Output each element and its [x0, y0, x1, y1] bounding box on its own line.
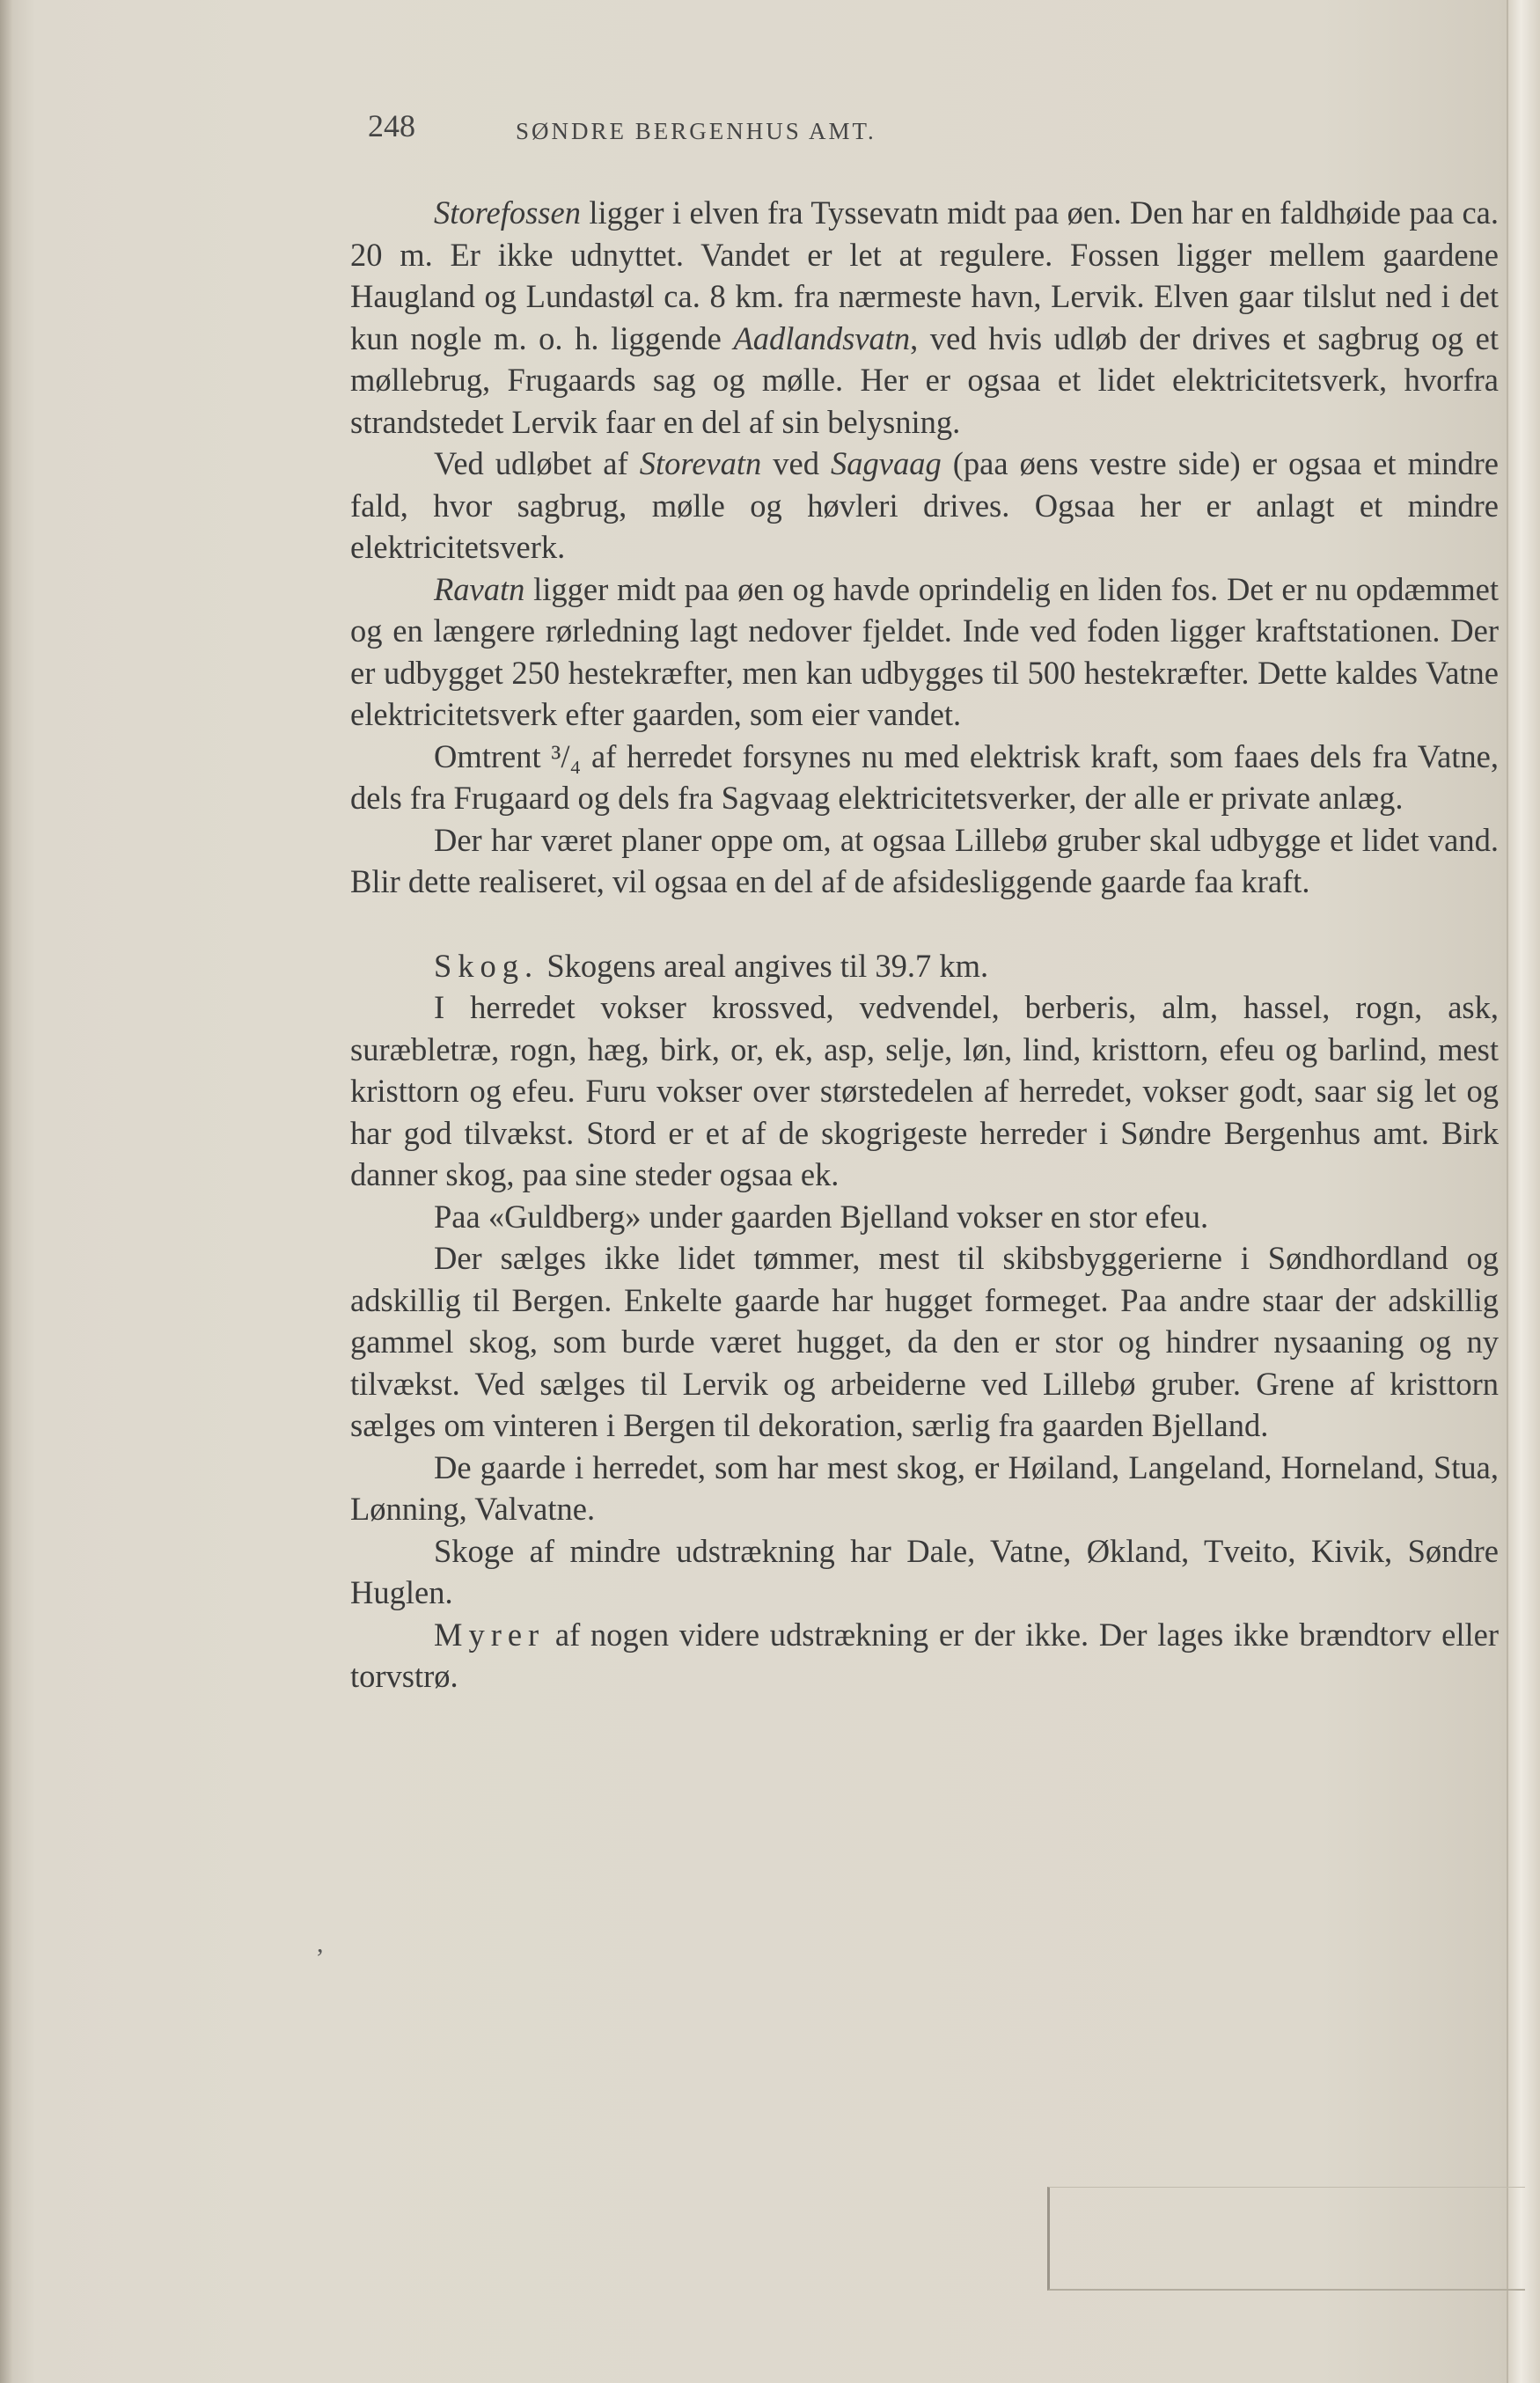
text-run: ligger midt paa øen og havde oprindelig en liden fos. Det er nu opdæmmet og en længere rørledning lagt nedover fjeldet. Inde ved foden ligger kraftstationen. Der er udbygget 250 hestekræfter, men kan udbygges til 500 hestekræfter. Dette kaldes Vatne elektricitetsverk efter gaarden, som eier vandet. — [350, 570, 1499, 732]
next-page-edge — [1507, 0, 1540, 2383]
margin-mark: , — [317, 1929, 324, 1958]
italic-term: Storefossen — [434, 194, 581, 231]
text-run: ligger i elven fra Tyssevatn midt paa øen. Den har en faldhøide paa ca. 20 m. Er ikke udnyttet. Vandet er let at regulere. Fossen ligger mellem gaardene Haugland og Lundastøl ca. 8 km. fra nærmeste havn, Lervik. Elven gaar tilslut ned i det kun nogle m. o. h. liggende — [350, 194, 1499, 356]
text-run: Ved udløbet af — [434, 445, 640, 481]
italic-term: Sagvaag — [831, 445, 942, 481]
paragraph — [350, 986, 1499, 1196]
paragraph — [350, 819, 1499, 903]
text-run: Omtrent ³/₄ af herredet forsynes nu med elektrisk kraft, som faaes dels fra Vatne, dels fra Frugaard og dels fra Sagvaag elektricitetsverker, der alle er private anlæg. — [350, 737, 1499, 816]
paragraph — [350, 1530, 1499, 1614]
italic-term: Storevatn — [639, 445, 762, 481]
binding-edge — [0, 0, 12, 2383]
paragraph — [350, 192, 1499, 443]
paragraph — [350, 568, 1499, 736]
paragraph — [350, 1614, 1499, 1697]
text-run: , ved hvis udløb der drives et sagbrug og et møllebrug, Frugaards sag og mølle. Her er ogsaa et lidet elektricitetsverk, hvorfra strandstedet Lervik faar en del af sin belysning. — [350, 319, 1499, 440]
paragraph — [350, 736, 1499, 819]
paragraph — [350, 1237, 1499, 1447]
text-run: De gaarde i herredet, som har mest skog, er Høiland, Langeland, Horneland, Stua, Lønning, Valvatne. — [350, 1448, 1499, 1527]
text-run: Skogens areal angives til 39.7 km. — [539, 947, 989, 984]
pencil-frame-mark — [1047, 2187, 1525, 2291]
paragraph — [350, 443, 1499, 568]
section-heading: Myrer — [434, 1616, 546, 1653]
body-text — [350, 192, 1499, 1697]
text-run: (paa øens vestre side) er ogsaa et mindre fald, hvor sagbrug, mølle og høvleri drives. Ogsaa her er anlagt et mindre elektricitetsverk. — [350, 445, 1499, 565]
text-run: Paa «Guldberg» under gaarden Bjelland vokser en stor efeu. — [434, 1198, 1209, 1235]
running-head: SØNDRE BERGENHUS AMT. — [516, 118, 876, 144]
italic-term: Ravatn — [434, 570, 525, 607]
text-run: Der sælges ikke lidet tømmer, mest til skibsbyggerierne i Søndhordland og adskillig til Bergen. Enkelte gaarde har hugget formeget. Paa andre staar der adskillig gammel skog, som burde været hugget, da den er stor og hindrer nysaaning og ny tilvækst. Ved sælges til Lervik og arbeiderne ved Lillebø gruber. Grene af kristtorn sælges om vinteren i Bergen til dekoration, særlig fra gaarden Bjelland. — [350, 1240, 1499, 1443]
text-run: ved — [761, 445, 832, 481]
text-run: Der har været planer oppe om, at ogsaa Lillebø gruber skal udbygge et lidet vand. Blir dette realiseret, vil ogsaa en del af de afsidesliggende gaarde faa kraft. — [350, 821, 1499, 899]
text-run: I herredet vokser krossved, vedvendel, berberis, alm, hassel, rogn, ask, suræbletræ, rogn, hæg, birk, or, ek, asp, selje, løn, lind, kristtorn, efeu og barlind, mest kristtorn og efeu. Furu vokser over størstedelen af herredet, vokser godt, saar sig let og har god tilvækst. Stord er et af de skogrigeste herreder i Søndre Bergenhus amt. Birk danner skog, paa sine steder ogsaa ek. — [350, 989, 1499, 1192]
page-number: 248 — [368, 108, 415, 143]
italic-term: Aadlandsvatn — [733, 319, 911, 356]
section-heading: Skog. — [434, 947, 539, 984]
text-run: Skoge af mindre udstrækning har Dale, Vatne, Økland, Tveito, Kivik, Søndre Huglen. — [350, 1532, 1499, 1610]
paragraph — [350, 945, 1499, 987]
text-run: af nogen videre udstrækning er der ikke. Der lages ikke brændtorv eller torvstrø. — [350, 1616, 1499, 1694]
paragraph — [350, 1196, 1499, 1238]
paragraph — [350, 1447, 1499, 1530]
